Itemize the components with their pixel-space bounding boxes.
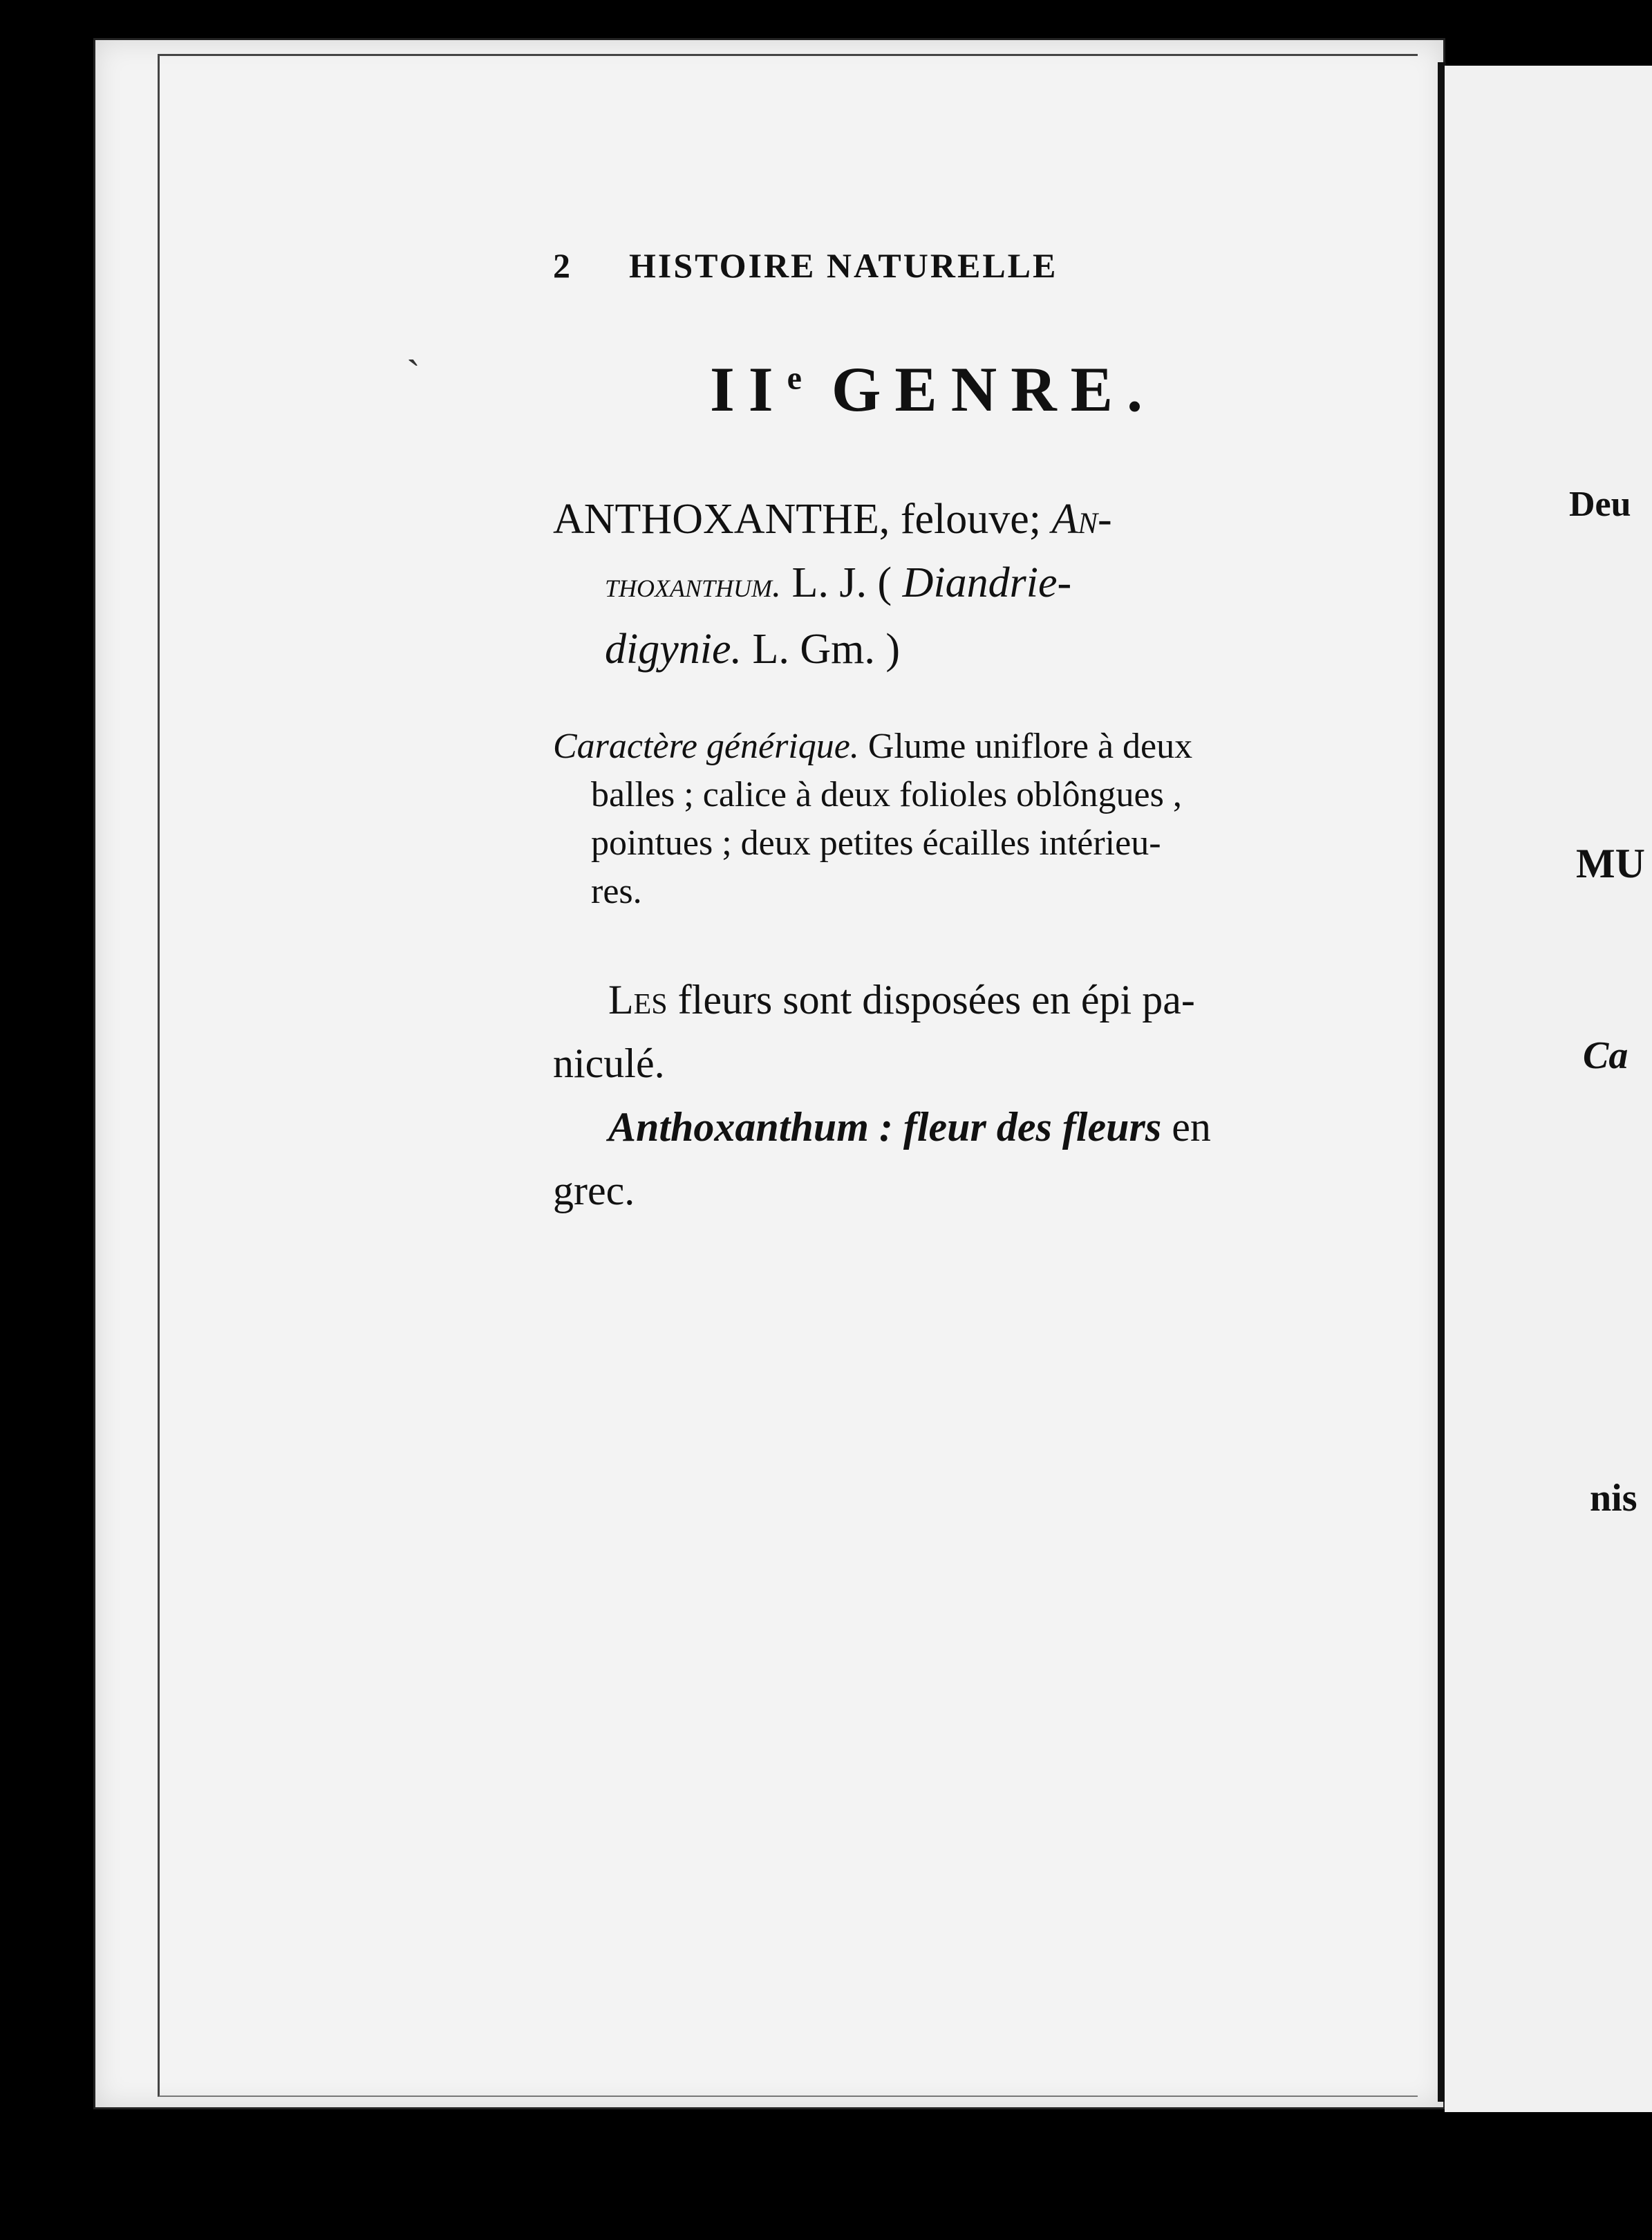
linnaean-order: digynie. xyxy=(605,626,742,673)
entry-line-3 xyxy=(553,617,1334,681)
character-line-1 xyxy=(553,722,1334,771)
paragraph-text-1: fleurs sont disposées en épi pa- xyxy=(667,977,1195,1023)
character-line-2: balles ; calice à deux folioles oblôngues , xyxy=(591,775,1182,814)
paragraph-text-3: en xyxy=(1161,1104,1211,1150)
entry-authors: L. J. ( xyxy=(781,559,903,606)
paragraph-line-3 xyxy=(553,1095,1334,1159)
genre-ordinal-sup: e xyxy=(787,360,802,397)
character-text-1: Glume uniflore à deux xyxy=(858,727,1193,766)
genus-entry xyxy=(553,487,1334,681)
ink-mark: ` xyxy=(406,352,420,398)
character-label: Caractère générique. xyxy=(553,727,859,766)
character-line-3: pointues ; deux petites écailles intérieu- xyxy=(591,823,1161,863)
right-fragment-2: MU xyxy=(1576,841,1645,886)
entry-line-1 xyxy=(553,487,1334,551)
latin-name-end: thoxanthum. xyxy=(605,566,782,605)
paragraph-line-2: niculé. xyxy=(553,1040,665,1086)
paragraph-line-1 xyxy=(553,968,1334,1032)
description-paragraph xyxy=(553,968,1334,1222)
linnaean-class: Diandrie- xyxy=(902,559,1072,606)
genus-name: ANTHOXANTHE, xyxy=(553,496,890,543)
genre-word: GENRE. xyxy=(831,354,1157,424)
running-head xyxy=(553,245,1244,286)
right-fragment-3: Ca xyxy=(1583,1034,1628,1077)
right-page xyxy=(1445,66,1652,2112)
genre-heading xyxy=(553,353,1313,426)
entry-authors-2: L. Gm. ) xyxy=(742,626,901,673)
character-line-4: res. xyxy=(591,872,642,911)
latin-name-start: An- xyxy=(1051,496,1112,543)
paragraph-line-4: grec. xyxy=(553,1168,635,1213)
page-number: 2 xyxy=(553,246,572,285)
genre-roman: II xyxy=(709,354,787,424)
generic-character xyxy=(553,722,1334,916)
etymology-italic: Anthoxanthum : fleur des fleurs xyxy=(608,1104,1162,1150)
common-name: felouve; xyxy=(890,496,1052,543)
right-fragment-1: Deu xyxy=(1569,485,1631,524)
entry-line-2 xyxy=(553,551,1334,617)
right-fragment-4: nis xyxy=(1590,1477,1637,1520)
running-title: HISTOIRE NATURELLE xyxy=(629,246,1058,285)
paragraph-initial: Les xyxy=(608,977,668,1023)
